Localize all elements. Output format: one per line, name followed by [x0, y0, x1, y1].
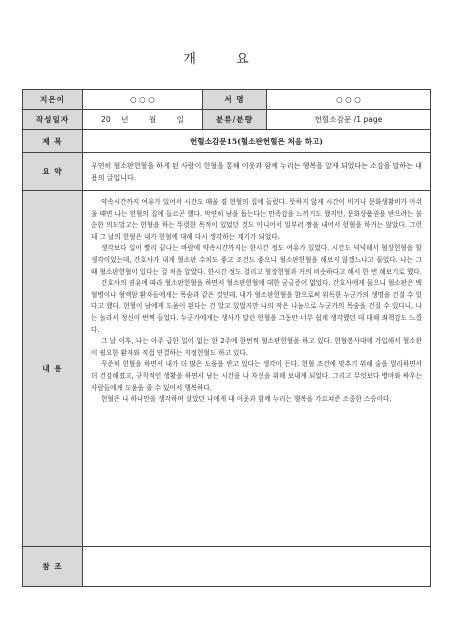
- signature-label: 서 명: [203, 90, 267, 110]
- content-paragraph: 꾸준히 헌혈을 하면서 내가 더 많은 도움을 받고 있다는 생각이 든다. 헌혈 조건에 맞추기 위해 술을 멀리하면서 더 건강해졌고, 규칙적인 생활을 하면서 남는 시간을 나 자신을 위해 보내게 되었다. 그리고 무엇보다 병마와 싸우는 사람들에게 도움을 줄 수 있어서 행복하다.: [91, 360, 422, 392]
- summary-value: 우연히 혈소판헌혈을 하게 된 사람이 헌혈을 통해 이웃과 함께 누리는 행복을 알게 되었다는 소감을 말하는 내용의 글입니다.: [83, 153, 431, 191]
- title-label: 제 목: [23, 130, 83, 153]
- date-year: 20: [101, 115, 111, 124]
- signature-value: ○ ○ ○: [267, 90, 431, 110]
- date-value: [83, 110, 203, 130]
- content-paragraph: 헌혈은 나 하나만을 생각하며 살았던 나에게 내 이웃과 함께 누리는 행복을 가르쳐준 소중한 스승이다.: [101, 395, 392, 404]
- summary-form-table: [22, 89, 431, 587]
- title-value: 헌혈소감문15(혈소판헌혈은 처음 하고): [83, 130, 431, 153]
- date-month-unit: 월: [148, 115, 157, 124]
- content-body: [83, 191, 431, 547]
- reference-label: 참 조: [23, 547, 83, 587]
- content-paragraph: 생각보다 일이 빨리 끝나는 바람에 약속시간까지는 한시간 정도 여유가 있었다. 시간도 넉넉해서 혈장헌혈을 할 생각이었는데, 간호사가 내게 혈소판 수치도 좋고 조건도 좋으니 혈소판헌혈을 해보지 않겠느냐고 물었다. 나는 그 때 혈소판헌혈이 있다는 걸 처음 알았다. 한시간 정도 걸리고 혈장헌혈과 거의 비슷하다고 해서 한 번 해보기로 했다.: [91, 244, 422, 276]
- author-value: ○ ○ ○: [83, 90, 203, 110]
- document-title: 개 요: [183, 52, 267, 67]
- date-label: 작성일자: [23, 110, 83, 130]
- date-year-unit: 년: [121, 115, 129, 124]
- category-value: 헌혈소감문 /1 page: [267, 110, 431, 130]
- reference-value: [83, 547, 431, 587]
- content-paragraph: 간호사의 권유에 따라 혈소판헌혈을 하면서 혈소판헌혈에 대한 궁금증이 없었다. 간호사에게 물으니 혈소판은 백혈병이나 혈액암 환자들에게는 목숨과 같은 것인데, 내가 혈소판헌혈을 함으로써 위독한 누군가의 생명을 건질 수 있다고 했다. 헌혈이 남에게 도움이 된다는 건 알고 있었지만 나의 작은 나눔으로 누군가의 목숨을 건질 수 있다니, 나는 놀라서 정신이 번쩍 들었다. 누군가에게는 생사가 달린 헌혈을 그동안 너무 쉽게 생각했던 데 대해 죄책감도 느꼈다.: [91, 279, 422, 334]
- category-label: 분류/분량: [203, 110, 267, 130]
- date-day-unit: 일: [176, 115, 184, 124]
- author-label: 지은이: [23, 90, 83, 110]
- summary-label: 요 약: [23, 153, 83, 191]
- content-paragraph: 그 날 이후, 나는 아주 급한 일이 없는 한 2주에 한번씩 혈소판헌혈을 하고 있다. 헌혈봉사대에 가입해서 혈소판이 필요한 환자와 직접 연결하는 지정헌혈도 하고 있다.: [91, 337, 422, 357]
- content-label: 내 용: [23, 191, 83, 547]
- content-paragraph: 약속시간까지 여유가 있어서 시간도 때울 겸 헌혈의 집에 들렀다. 뜻하지 않게 시간이 비거나 문화생활비가 아쉬울 때면 나는 헌혈의 집에 들르곤 했다. 막연히 남을 돕는다는 만족감을 느끼기도 했지만, 문화상품권을 받으려는 불순한 의도말고는 헌혈을 하는 뚜렷한 목적이 있었던 것도 아니어서 일부러 짬을 내어서 헌혈을 하거는 않았다. 그런데 그 날의 헌혈은 내가 헌혈에 대해 다시 생각하는 계기가 되었다.: [91, 198, 422, 241]
